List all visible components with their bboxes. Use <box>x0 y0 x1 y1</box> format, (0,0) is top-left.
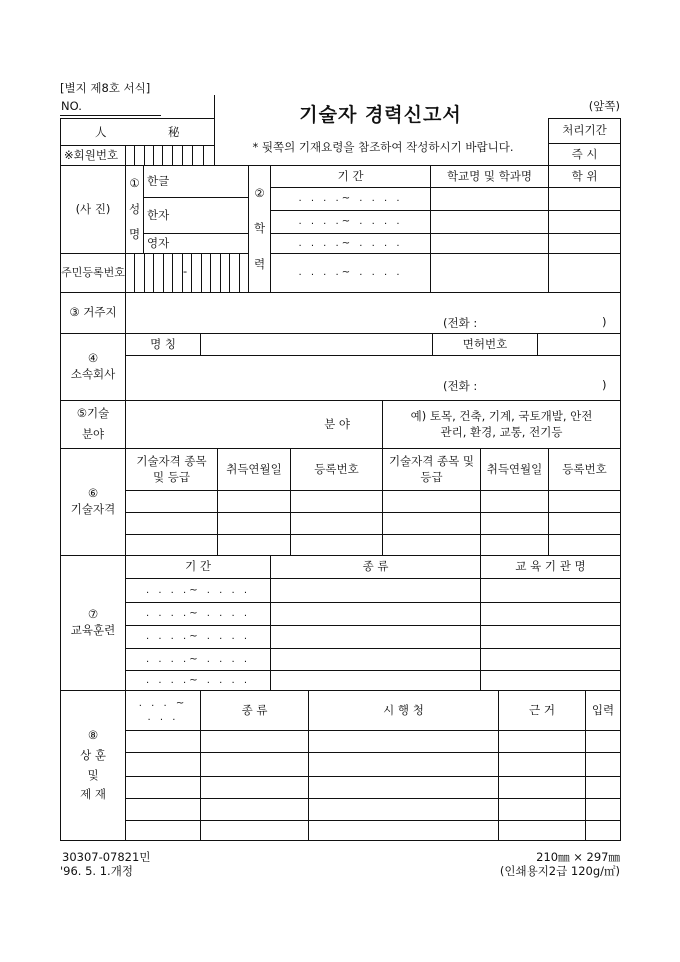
qualification-cell[interactable] <box>217 490 291 513</box>
company-label-text: 소속회사 <box>70 367 116 381</box>
education-period-field[interactable] <box>270 233 431 254</box>
awards-col-header <box>200 690 309 731</box>
awards-cell[interactable] <box>498 776 586 799</box>
training-period-field[interactable] <box>125 602 271 626</box>
training-period-field-text: . . . .~ . . . . <box>145 653 251 665</box>
education-school-field[interactable] <box>430 187 549 211</box>
tech-field-input-text: 분 야 <box>324 416 350 431</box>
name-hanja-field[interactable] <box>143 197 249 234</box>
training-period-field[interactable] <box>125 625 271 649</box>
training-institution-field[interactable] <box>480 648 621 671</box>
no-label: NO. <box>61 99 82 113</box>
license-no-label <box>432 333 538 356</box>
education-label-text: 학 <box>253 221 266 236</box>
training-col-header-text: 종 류 <box>362 559 389 574</box>
awards-col-header <box>308 690 499 731</box>
qualification-col-header-text: 취득연월일 <box>486 461 543 476</box>
education-period-field-text: . . . .~ . . . . <box>298 216 403 228</box>
education-col-school-text: 학교명 및 학과명 <box>446 168 533 183</box>
awards-cell[interactable] <box>200 776 309 799</box>
name-label-text: ① <box>129 176 140 191</box>
training-period-field[interactable] <box>125 578 271 603</box>
name-label-text: 명 <box>128 227 141 242</box>
awards-cell[interactable] <box>125 776 201 799</box>
form-title <box>240 102 521 129</box>
qualification-col-header-text: 취득연월일 <box>226 461 282 476</box>
education-period-field[interactable] <box>270 253 431 293</box>
training-period-field-text: . . . .~ . . . . <box>145 631 251 643</box>
awards-cell[interactable] <box>498 730 586 753</box>
education-school-field[interactable] <box>430 210 549 234</box>
name-label-text: 성 <box>128 201 141 216</box>
education-period-field[interactable] <box>270 187 431 211</box>
education-label <box>248 165 271 293</box>
awards-cell[interactable] <box>200 820 309 841</box>
qualification-col-header-text: 등록번호 <box>314 461 359 476</box>
confidential-left: 人 <box>95 125 107 139</box>
training-institution-field[interactable] <box>480 602 621 626</box>
awards-label <box>60 690 126 841</box>
awards-label-text: 상 훈 <box>80 747 106 762</box>
qualification-cell[interactable] <box>548 534 621 556</box>
education-degree-field[interactable] <box>548 233 621 254</box>
training-label <box>60 555 126 691</box>
footer-code: 30307-07821민 <box>62 850 151 864</box>
qualification-label-text: ⑥ <box>87 486 99 501</box>
training-institution-field[interactable] <box>480 670 621 691</box>
education-degree-field[interactable] <box>548 187 621 211</box>
awards-col-header-text: 입력 <box>591 702 615 717</box>
training-col-header <box>480 555 621 579</box>
education-col-period <box>270 165 431 188</box>
training-institution-field[interactable] <box>480 625 621 649</box>
qualification-col-header <box>382 448 481 491</box>
education-col-school <box>430 165 549 188</box>
awards-cell[interactable] <box>585 730 621 753</box>
awards-cell[interactable] <box>585 752 621 777</box>
qualification-col-header <box>217 448 291 491</box>
qualification-cell[interactable] <box>480 534 549 556</box>
education-degree-field[interactable] <box>548 253 621 293</box>
no-underline <box>60 115 161 116</box>
address-label-text: ③ 거주지 <box>69 305 117 320</box>
training-type-field[interactable] <box>270 602 481 626</box>
education-degree-field[interactable] <box>548 210 621 234</box>
processing-period-value-text: 즉 시 <box>571 146 598 161</box>
education-period-field[interactable] <box>270 210 431 234</box>
form-title-text: 기술자 경력신고서 <box>299 103 462 126</box>
member-no-label-text: ※회원번호 <box>64 147 119 162</box>
education-school-field[interactable] <box>430 253 549 293</box>
awards-cell[interactable] <box>200 730 309 753</box>
qualification-cell[interactable] <box>125 534 218 556</box>
name-hangul-field-text: 한글 <box>147 173 170 188</box>
member-no-label <box>60 145 126 166</box>
awards-label-text: ⑧ <box>87 728 99 743</box>
qualification-cell[interactable] <box>217 534 291 556</box>
company-name-field[interactable] <box>200 333 433 356</box>
qualification-cell[interactable] <box>290 490 383 513</box>
qualification-cell[interactable] <box>125 512 218 535</box>
company-name-label <box>125 333 201 356</box>
footer-revision: '96. 5. 1.개정 <box>60 864 133 878</box>
qualification-col-header <box>290 448 383 491</box>
training-col-header <box>125 555 271 579</box>
awards-cell[interactable] <box>308 730 499 753</box>
education-label-text: ② <box>254 185 265 200</box>
awards-label-text: 제 재 <box>80 787 106 802</box>
company-label-text: ④ <box>87 351 99 366</box>
awards-col-header <box>585 690 621 731</box>
awards-cell[interactable] <box>308 820 499 841</box>
confidential-right: 秘 <box>168 125 180 139</box>
footer-size: 210㎜ × 297㎜ <box>536 850 620 864</box>
awards-period-header <box>125 690 201 731</box>
front-side-label: (앞쪽) <box>588 99 620 113</box>
awards-cell[interactable] <box>308 776 499 799</box>
training-institution-field[interactable] <box>480 578 621 603</box>
awards-cell[interactable] <box>308 752 499 777</box>
qualification-col-header <box>480 448 549 491</box>
training-type-field[interactable] <box>270 648 481 671</box>
awards-cell[interactable] <box>125 798 201 821</box>
confidential-box <box>60 118 215 146</box>
awards-col-header-text: 시 행 청 <box>383 702 424 717</box>
company-phone-close: ) <box>602 378 607 392</box>
education-col-period-text: 기 간 <box>337 168 364 183</box>
training-label-text: 교육훈련 <box>70 623 116 637</box>
qualification-cell[interactable] <box>382 512 481 535</box>
qualification-cell[interactable] <box>480 512 549 535</box>
qualification-cell[interactable] <box>125 490 218 513</box>
license-no-field[interactable] <box>537 333 621 356</box>
awards-cell[interactable] <box>498 820 586 841</box>
education-col-degree-text: 학 위 <box>571 168 598 183</box>
photo-area <box>60 165 126 254</box>
qualification-cell[interactable] <box>382 490 481 513</box>
qualification-cell[interactable] <box>290 534 383 556</box>
qualification-col-header <box>548 448 621 491</box>
qualification-cell[interactable] <box>382 534 481 556</box>
company-phone-label: (전화 : <box>443 379 478 393</box>
training-period-field[interactable] <box>125 670 271 691</box>
awards-label-text: 및 <box>87 767 99 782</box>
name-label <box>125 165 144 254</box>
rrn-dash: - <box>183 264 188 278</box>
tech-field-label-text: 분야 <box>81 427 105 442</box>
address-phone-label: (전화 : <box>443 316 478 330</box>
training-col-header <box>270 555 481 579</box>
photo-area-text: (사 진) <box>75 201 111 216</box>
footer-paper: (인쇄용지2급 120g/㎡) <box>499 864 620 878</box>
company-label <box>60 333 126 401</box>
training-type-field[interactable] <box>270 670 481 691</box>
awards-cell[interactable] <box>125 820 201 841</box>
awards-cell[interactable] <box>585 798 621 821</box>
awards-cell[interactable] <box>125 730 201 753</box>
training-period-field[interactable] <box>125 648 271 671</box>
address-phone-close: ) <box>602 315 607 329</box>
company-address-field[interactable] <box>125 355 621 401</box>
qualification-col-header-text: 기술자격 종목 및 등급 <box>136 453 207 484</box>
awards-period-header-text: . . . ~ <box>138 698 188 709</box>
qualification-col-header-text: 기술자격 종목 및 등급 <box>388 453 475 484</box>
name-english-field-text: 영자 <box>147 235 170 250</box>
awards-col-header <box>498 690 586 731</box>
awards-cell[interactable] <box>498 752 586 777</box>
form-number: [별지 제8호 서식] <box>60 81 151 95</box>
qualification-label <box>60 448 126 556</box>
training-type-field[interactable] <box>270 578 481 603</box>
education-col-degree <box>548 165 621 188</box>
address-label <box>60 292 126 334</box>
qualification-cell[interactable] <box>480 490 549 513</box>
awards-cell[interactable] <box>585 820 621 841</box>
qualification-cell[interactable] <box>548 512 621 535</box>
awards-col-header-text: 근 거 <box>529 702 555 717</box>
tech-field-examples-text: 관리, 환경, 교통, 전기등 <box>440 424 563 439</box>
name-english-field[interactable] <box>143 233 249 254</box>
awards-cell[interactable] <box>125 752 201 777</box>
company-name-label-text: 명 칭 <box>150 336 176 351</box>
education-label-text: 력 <box>253 256 266 271</box>
qualification-label-text: 기술자격 <box>70 502 116 516</box>
processing-period-value <box>548 143 621 166</box>
qualification-cell[interactable] <box>217 512 291 535</box>
name-hanja-field-text: 한자 <box>147 207 170 222</box>
processing-period-label-text: 처리기간 <box>562 123 607 138</box>
training-period-field-text: . . . .~ . . . . <box>145 608 251 620</box>
tech-field-label-text: ⑤기술 <box>76 406 110 421</box>
rrn-label <box>60 253 126 293</box>
rrn-label-text: 주민등록번호 <box>61 265 125 279</box>
training-period-field-text: . . . .~ . . . . <box>145 584 251 596</box>
awards-cell[interactable] <box>200 752 309 777</box>
member-no-digit-cell[interactable] <box>203 145 215 166</box>
education-school-field[interactable] <box>430 233 549 254</box>
training-col-header-text: 기 간 <box>185 559 211 574</box>
qualification-col-header-text: 등록번호 <box>562 461 607 476</box>
tech-field-label <box>60 400 126 449</box>
license-no-label-text: 면허번호 <box>462 336 508 351</box>
education-period-field-text: . . . .~ . . . . <box>298 237 403 249</box>
name-hangul-field[interactable] <box>143 165 249 198</box>
awards-col-header-text: 종 류 <box>241 702 268 717</box>
training-type-field[interactable] <box>270 625 481 649</box>
tech-field-examples <box>382 400 621 449</box>
tech-field-examples-text: 예) 토목, 건축, 기계, 국토개발, 안전 <box>410 408 593 423</box>
address-field[interactable] <box>125 292 621 334</box>
notice-text-text: * 뒷쪽의 기재요령을 참조하여 작성하시기 바랍니다. <box>252 139 514 154</box>
training-label-text: ⑦ <box>87 607 99 622</box>
qualification-cell[interactable] <box>290 512 383 535</box>
education-period-field-text: . . . .~ . . . . <box>298 193 403 205</box>
awards-cell[interactable] <box>498 798 586 821</box>
awards-cell[interactable] <box>585 776 621 799</box>
awards-cell[interactable] <box>200 798 309 821</box>
processing-period-label <box>548 118 621 144</box>
awards-period-header-text: . . . <box>147 711 179 723</box>
qualification-cell[interactable] <box>548 490 621 513</box>
awards-cell[interactable] <box>308 798 499 821</box>
training-col-header-text: 교 육 기 관 명 <box>515 559 586 574</box>
qualification-col-header <box>125 448 218 491</box>
tech-field-input[interactable] <box>125 400 383 449</box>
education-period-field-text: . . . .~ . . . . <box>298 267 403 279</box>
training-period-field-text: . . . .~ . . . . <box>145 674 251 686</box>
notice-text <box>220 138 546 157</box>
